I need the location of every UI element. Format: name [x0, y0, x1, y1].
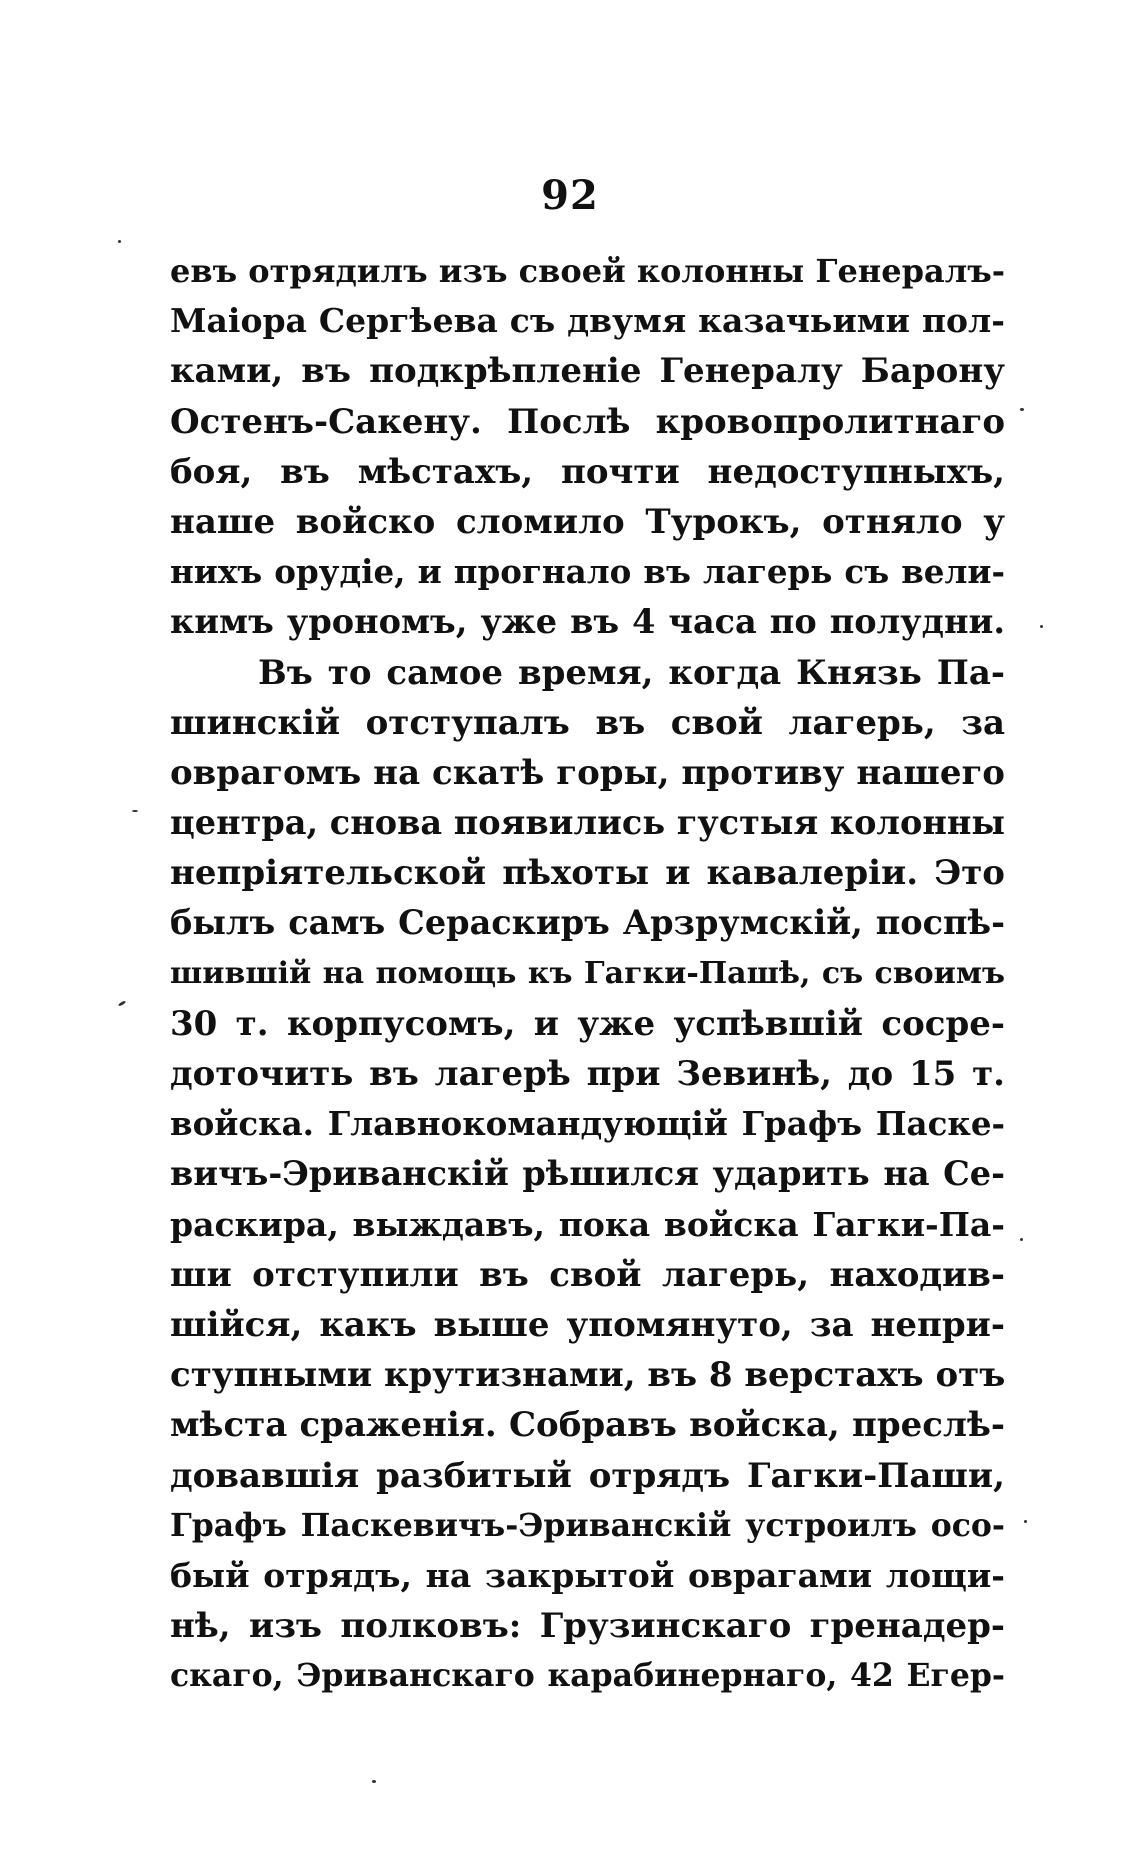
scan-speck: [1040, 625, 1043, 628]
text-line: мѣста сраженія. Собравъ войска, преслѣ-: [170, 1405, 1005, 1446]
text-line: евъ отрядилъ изъ своей колонны Генералъ-: [170, 252, 1005, 290]
text-line: ши отступили въ свой лагерь, находив-: [170, 1254, 1005, 1295]
text-line: бый отрядъ, на закрытой оврагами лощи-: [170, 1555, 1005, 1595]
body-text: [170, 246, 1005, 1701]
text-line: Остенъ-Сакену. Послѣ кровопролитнаго: [170, 401, 1005, 442]
scan-speck: [1020, 1238, 1023, 1241]
scan-speck: [118, 240, 121, 243]
text-line: шившій на помощь къ Гагки-Пашѣ, съ своимъ: [170, 955, 1005, 991]
text-line: нихъ орудіе, и прогнало въ лагерь съ вели-: [170, 552, 1005, 592]
text-line: 30 т. корпусомъ, и уже успѣвшій сосре-: [170, 1003, 1005, 1044]
text-line: Графъ Паскевичъ-Эриванскій устроилъ осо-: [170, 1506, 1005, 1544]
text-line: раскира, выждавъ, пока войска Гагки-Па-: [170, 1204, 1005, 1244]
page-number: 92: [541, 172, 599, 219]
text-line: былъ самъ Сераскиръ Арзрумскій, поспѣ-: [170, 903, 1005, 943]
text-line: кимъ урономъ, уже въ 4 часа по полудни.: [170, 602, 1005, 642]
text-line: нѣ, изъ полковъ: Грузинскаго гренадер-: [170, 1606, 1005, 1647]
text-line: центра, снова появились густыя колонны: [170, 803, 1005, 843]
text-line: ступными крутизнами, въ 8 верстахъ отъ: [170, 1355, 1005, 1396]
text-line: довавшія разбитый отрядъ Гагки-Паши,: [170, 1455, 1005, 1496]
text-line: шійся, какъ выше упомянуто, за непри-: [170, 1304, 1005, 1345]
scan-speck: [1020, 408, 1024, 411]
text-line: Въ то самое время, когда Князь Па-: [258, 652, 1005, 693]
text-line: Маіора Сергѣева съ двумя казачьими пол-: [170, 301, 1005, 341]
text-line: ками, въ подкрѣпленіе Генералу Барону: [170, 351, 1005, 392]
text-line: скаго, Эриванскаго карабинернаго, 42 Егер-: [170, 1657, 1005, 1695]
scan-speck: [118, 1000, 126, 1007]
text-line: боя, въ мѣстахъ, почти недоступныхъ,: [170, 451, 1005, 492]
text-line: доточить въ лагерѣ при Зевинѣ, до 15 т.: [170, 1054, 1005, 1094]
scan-speck: [372, 1780, 376, 1783]
scan-speck: [1024, 1520, 1027, 1523]
scan-speck: [132, 810, 138, 812]
text-line: непріятельской пѣхоты и кавалеріи. Это: [170, 853, 1005, 894]
text-line: вичъ-Эриванскій рѣшился ударить на Се-: [170, 1154, 1005, 1194]
text-line: оврагомъ на скатѣ горы, противу нашего: [170, 752, 1005, 793]
text-line: войска. Главнокомандующій Графъ Паске-: [170, 1104, 1005, 1144]
text-line: наше войско сломило Турокъ, отняло у: [170, 501, 1005, 542]
text-line: шинскій отступалъ въ свой лагерь, за: [170, 702, 1005, 743]
